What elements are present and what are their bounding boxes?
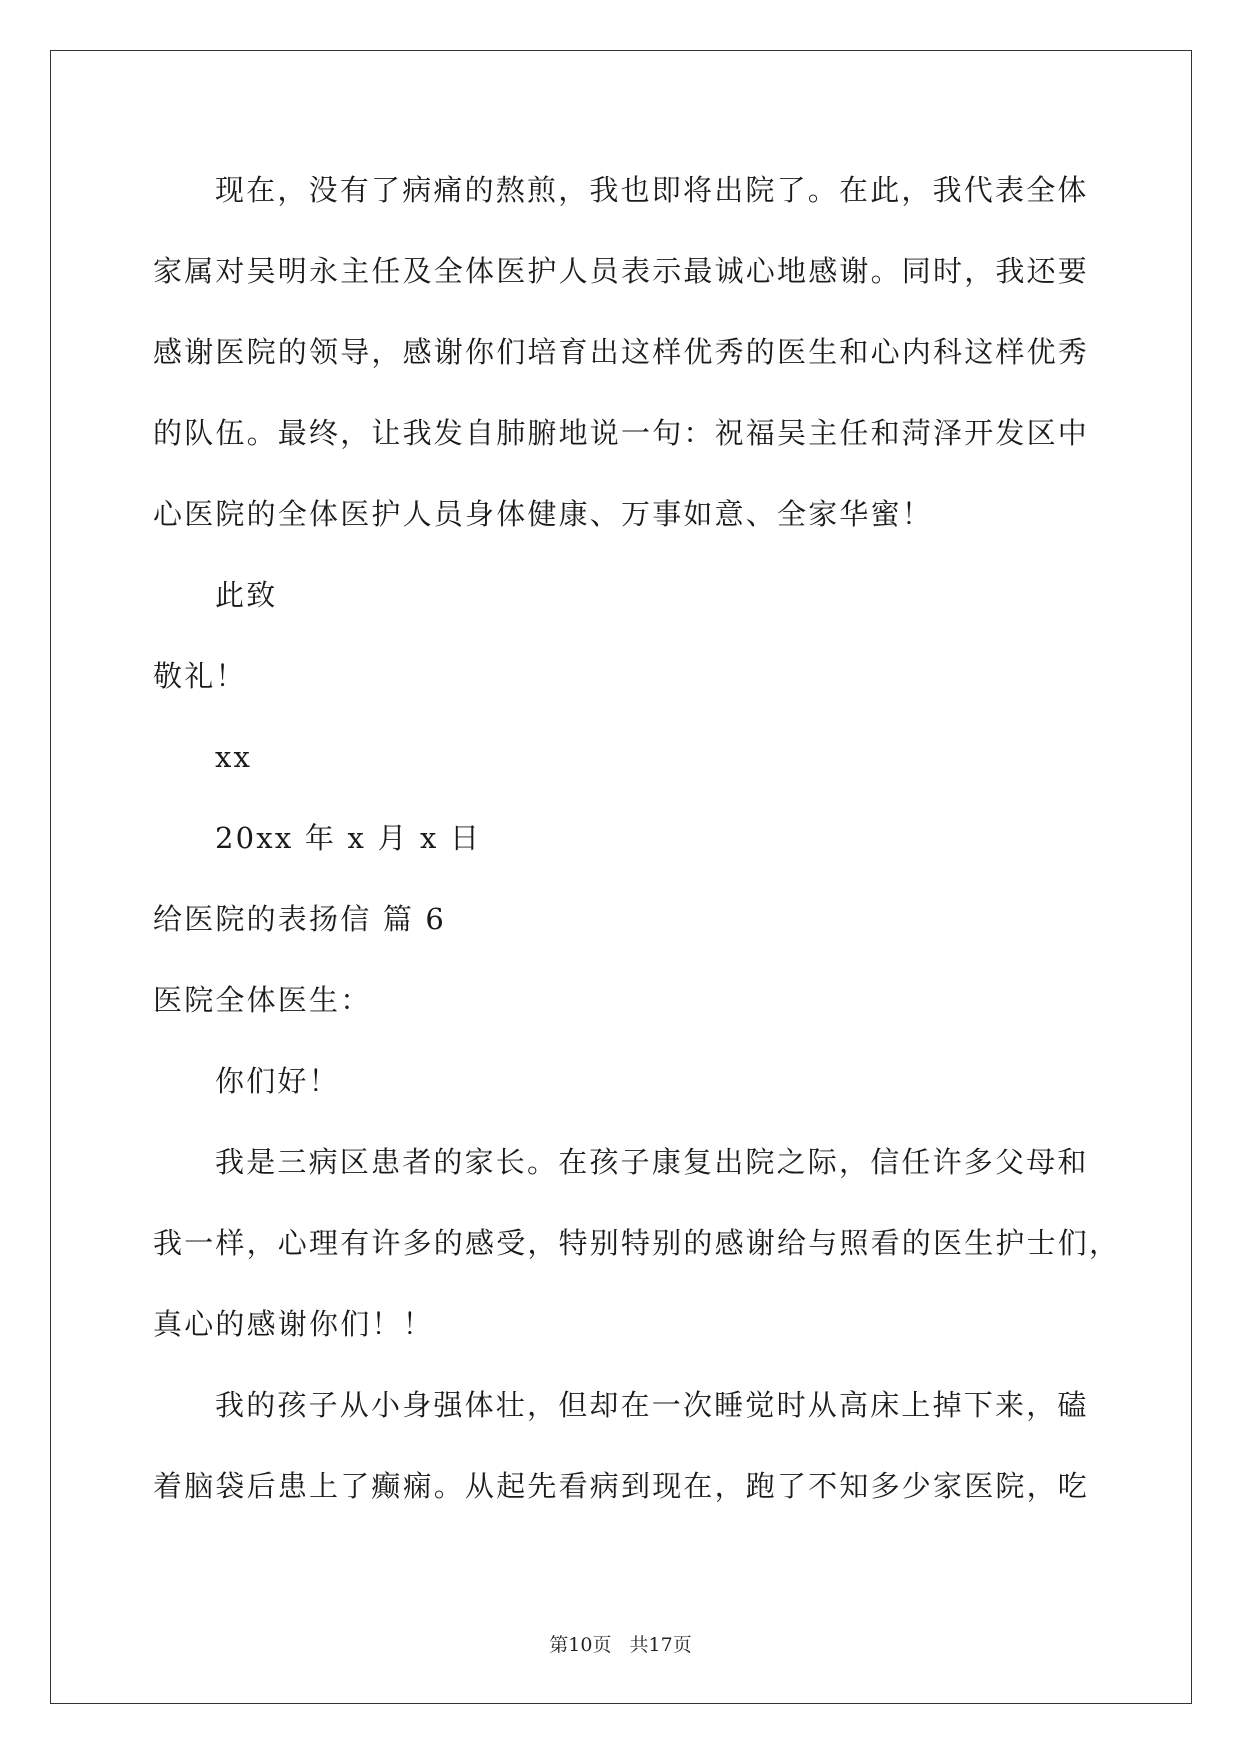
paragraph-line: 我一样，心理有许多的感受，特别特别的感谢给与照看的医生护士们， (153, 1226, 1121, 1260)
paragraph-line: 的队伍。最终，让我发自肺腑地说一句：祝福吴主任和菏泽开发区中 (153, 416, 1090, 450)
paragraph-line: 我是三病区患者的家长。在孩子康复出院之际，信任许多父母和 (215, 1145, 1089, 1179)
paragraph-line: 真心的感谢你们！！ (153, 1307, 434, 1341)
page-number: 第10页 (549, 1634, 612, 1656)
salutation-line: 此致 (215, 578, 278, 612)
signature-date: 20xx 年 x 月 x 日 (215, 821, 482, 855)
salutation-line: 敬礼！ (153, 659, 247, 693)
paragraph-line: 感谢医院的领导，感谢你们培育出这样优秀的医生和心内科这样优秀 (153, 335, 1090, 369)
page-total: 共17页 (629, 1634, 692, 1656)
paragraph-line: 我的孩子从小身强体壮，但却在一次睡觉时从高床上掉下来，磕 (215, 1388, 1089, 1422)
greeting-line: 你们好！ (215, 1064, 340, 1098)
paragraph-line: 现在，没有了病痛的熬煎，我也即将出院了。在此，我代表全体 (215, 173, 1089, 207)
page-footer (0, 1630, 1241, 1657)
paragraph-line: 家属对吴明永主任及全体医护人员表示最诚心地感谢。同时，我还要 (153, 254, 1090, 288)
document-body (153, 150, 1121, 1527)
paragraph-line: 着脑袋后患上了癫痫。从起先看病到现在，跑了不知多少家医院，吃 (153, 1469, 1090, 1503)
letter-recipient: 医院全体医生： (153, 983, 372, 1017)
signature-name: xx (215, 740, 253, 774)
paragraph-line: 心医院的全体医护人员身体健康、万事如意、全家华蜜！ (153, 497, 934, 531)
section-title: 给医院的表扬信 篇 6 (153, 902, 447, 936)
